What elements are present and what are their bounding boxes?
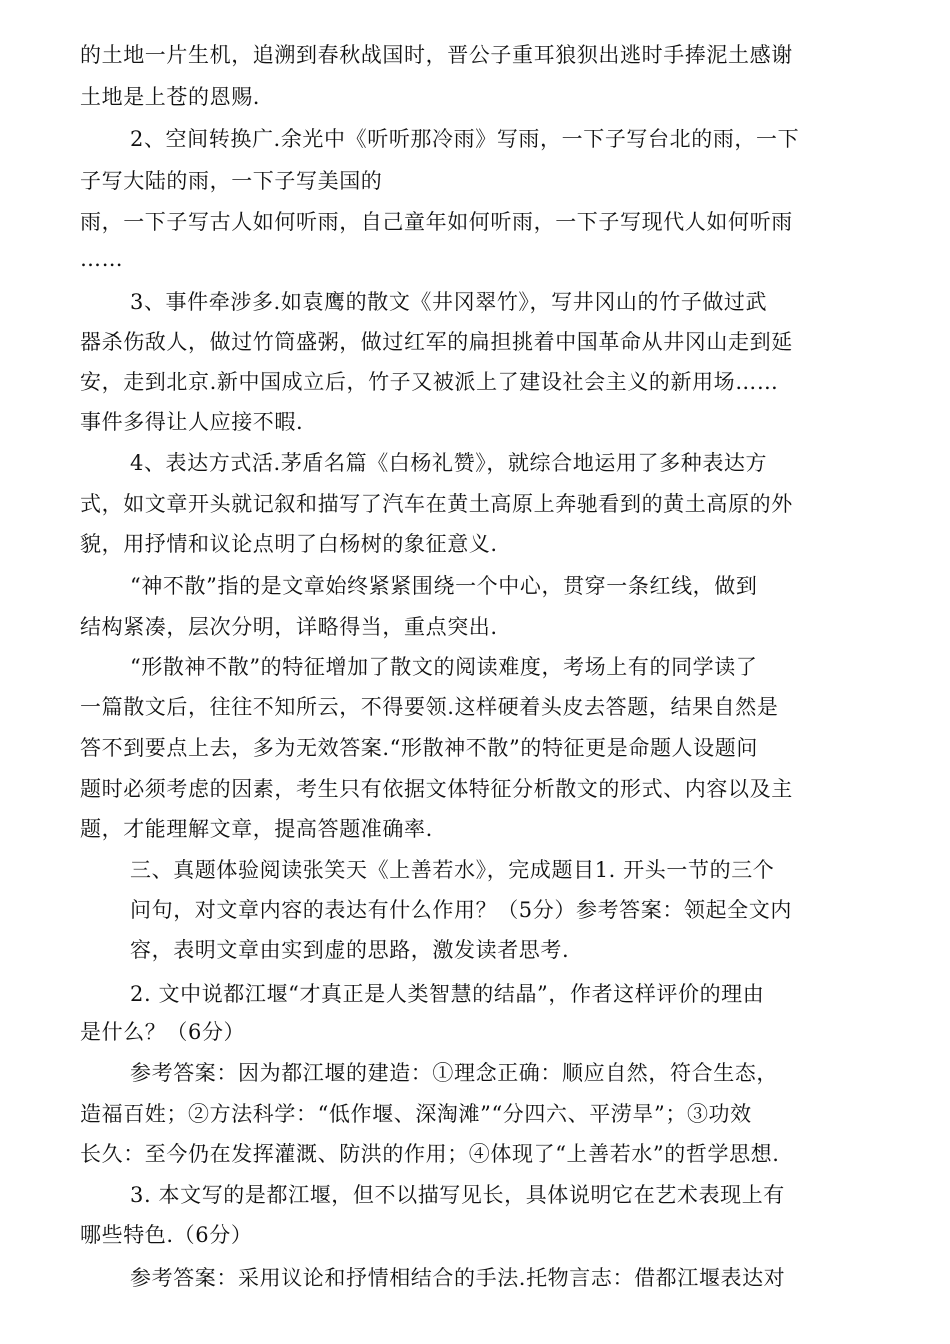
text-line: 题，才能理解文章，提高答题准确率.	[80, 817, 433, 841]
text-line: 是什么？（6分）	[80, 1020, 246, 1044]
text-line: 造福百姓；②方法科学：“低作堰、深淘滩”“分四六、平涝旱”；③功效	[80, 1102, 752, 1126]
text-line: 一篇散文后，往往不知所云，不得要领.这样硬着头皮去答题，结果自然是	[80, 695, 779, 719]
text-line: 的土地一片生机，追溯到春秋战国时，晋公子重耳狼狈出逃时手捧泥土感谢	[80, 43, 793, 67]
text-line: 貌，用抒情和议论点明了白杨树的象征意义.	[80, 532, 498, 556]
text-line: 2、空间转换广.余光中《听听那冷雨》写雨，一下子写台北的雨，一下	[130, 127, 800, 151]
text-line: 长久：至今仍在发挥灌溉、防洪的作用；④体现了“上善若水”的哲学思想.	[80, 1142, 780, 1166]
text-line: 三、真题体验阅读张笑天《上善若水》，完成题目1. 开头一节的三个	[130, 858, 775, 882]
text-line: 4、表达方式活.茅盾名篇《白杨礼赞》，就综合地运用了多种表达方	[130, 451, 768, 475]
text-line: 3、事件牵涉多.如袁鹰的散文《井冈翠竹》，写井冈山的竹子做过武	[130, 290, 768, 314]
text-line: 答不到要点上去，多为无效答案.“形散神不散”的特征更是命题人设题问	[80, 736, 758, 760]
text-line: 参考答案：因为都江堰的建造：①理念正确：顺应自然，符合生态，	[130, 1061, 778, 1085]
text-line: 问句，对文章内容的表达有什么作用？（5分）参考答案：领起全文内	[130, 898, 792, 922]
text-line: 参考答案：采用议论和抒情相结合的手法.托物言志：借都江堰表达对	[130, 1266, 786, 1290]
text-line: 器杀伤敌人，做过竹筒盛粥，做过红军的扁担挑着中国革命从井冈山走到延	[80, 330, 793, 354]
text-line: 容，表明文章由实到虚的思路，激发读者思考.	[130, 938, 570, 962]
text-line: 子写大陆的雨，一下子写美国的	[80, 169, 383, 193]
text-line: 3. 本文写的是都江堰，但不以描写见长，具体说明它在艺术表现上有	[130, 1183, 785, 1207]
text-line: 结构紧凑，层次分明，详略得当，重点突出.	[80, 615, 498, 639]
text-line: ……	[80, 247, 124, 271]
text-line: 土地是上苍的恩赐.	[80, 85, 261, 109]
text-line: 哪些特色.（6分）	[80, 1223, 253, 1247]
text-line: 题时必须考虑的因素，考生只有依据文体特征分析散文的形式、内容以及主	[80, 777, 793, 801]
text-line: 2. 文中说都江堰“才真正是人类智慧的结晶”，作者这样评价的理由	[130, 982, 765, 1006]
text-line: 雨，一下子写古人如何听雨，自己童年如何听雨，一下子写现代人如何听雨	[80, 210, 793, 234]
text-line: “神不散”指的是文章始终紧紧围绕一个中心，贯穿一条红线，做到	[130, 574, 758, 598]
text-line: “形散神不散”的特征增加了散文的阅读难度，考场上有的同学读了	[130, 655, 758, 679]
text-line: 式，如文章开头就记叙和描写了汽车在黄土高原上奔驰看到的黄土高原的外	[80, 492, 793, 516]
text-line: 安，走到北京.新中国成立后，竹子又被派上了建设社会主义的新用场……	[80, 370, 779, 394]
text-line: 事件多得让人应接不暇.	[80, 410, 304, 434]
